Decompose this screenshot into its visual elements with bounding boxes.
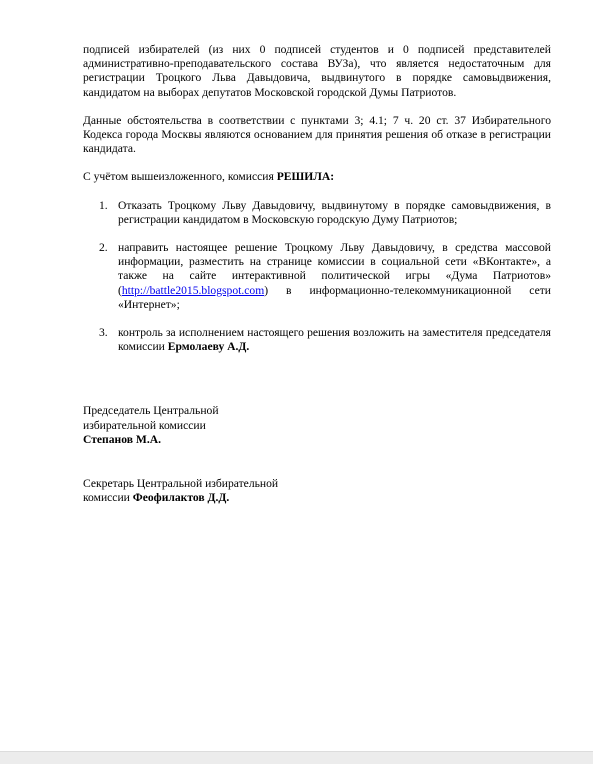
resolution-keyword: РЕШИЛА:: [276, 170, 335, 184]
item-text-before: направить настоящее решение Троцкому Льву Давыдовичу, в средства массовой информации, разместить на странице комиссии в социальной сети «ВКонтакте», а также на сайте интерактивной политической игры «Дума Патриотов» (: [118, 241, 551, 297]
resolution-lead: С учётом вышеизложенного, комиссия: [83, 170, 277, 184]
secretary-title-line1: Секретарь Центральной избирательной: [83, 477, 279, 491]
resolution-heading: [83, 170, 551, 184]
decision-item-1: [83, 199, 551, 227]
decision-list: [83, 199, 551, 355]
circumstances-paragraph: Данные обстоятельства в соответствии с пунктами 3; 4.1; 7 ч. 20 ст. 37 Избирательного Кодекса города Москвы являются основанием для принятия решения об отказе в регистрации кандидата.: [83, 113, 551, 156]
item-text-after: ) в информационно-телекоммуникационной сети «Интернет»;: [118, 283, 551, 311]
deputy-name: Ермолаеву А.Д.: [167, 340, 250, 354]
document-body: [83, 43, 551, 505]
secretary-title-prefix: комиссии: [83, 491, 133, 505]
blog-link[interactable]: http://battle2015.blogspot.com: [121, 283, 265, 297]
decision-item-2: [83, 241, 551, 312]
item-number: 2.: [99, 241, 108, 255]
item-number: 3.: [99, 326, 108, 340]
viewer-bottom-edge: [0, 751, 593, 764]
decision-item-3: [83, 326, 551, 354]
chairman-signature-block: [83, 404, 551, 447]
item-text-before: контроль за исполнением настоящего решения возложить на заместителя председателя комиссии: [118, 326, 551, 354]
chairman-name: Степанов М.А.: [83, 432, 161, 446]
intro-paragraph: подписей избирателей (из них 0 подписей студентов и 0 подписей представителей административно-преподавательского состава ВУЗа), что является недостаточным для регистрации Троцкого Льва Давыдовича, выдвинутого в порядке самовыдвижения, кандидатом на выборах депутатов Московской городской Думы Патриотов.: [83, 43, 551, 99]
chairman-title-line1: Председатель Центральной: [83, 404, 219, 418]
item-text: Отказать Троцкому Льву Давыдовичу, выдвинутому в порядке самовыдвижения, в регистрации кандидатом в Московскую городскую Думу Патриотов;: [118, 198, 551, 226]
secretary-name: Феофилактов Д.Д.: [132, 491, 230, 505]
secretary-signature-block: [83, 477, 551, 505]
chairman-title-line2: избирательной комиссии: [83, 418, 206, 432]
item-number: 1.: [99, 198, 108, 212]
